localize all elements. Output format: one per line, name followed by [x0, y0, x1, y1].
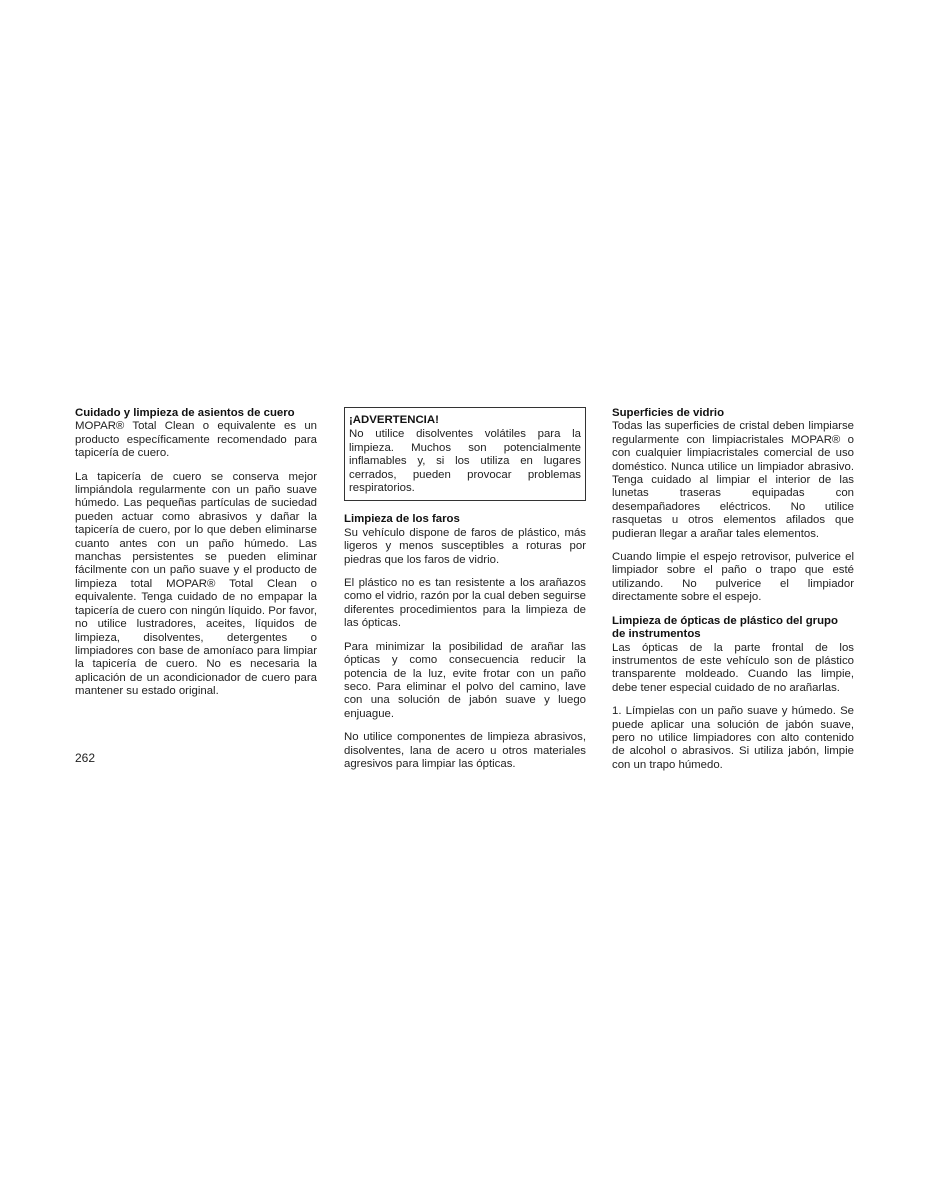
- section-heading-glass-surfaces: Superficies de vidrio: [612, 407, 725, 419]
- paragraph: Cuando limpie el espejo retrovisor, pulverice el limpiador sobre el paño o trapo que esté utilizando. No pulverice el limpiador directamente sobre el espejo.: [612, 551, 854, 604]
- section-heading-instrument-lenses: Limpieza de ópticas de plástico del grupo de instrumentos: [612, 614, 838, 641]
- paragraph: Su vehículo dispone de faros de plástico, más ligeros y menos susceptibles a roturas por piedras que los faros de vidrio.: [344, 526, 586, 566]
- warning-title: ¡ADVERTENCIA!: [349, 414, 439, 426]
- column-middle: [344, 407, 586, 781]
- paragraph: MOPAR® Total Clean o equivalente es un producto específicamente recomendado para tapicería de cuero.: [75, 420, 317, 460]
- page-number: 262: [75, 751, 96, 765]
- paragraph: El plástico no es tan resistente a los arañazos como el vidrio, razón por la cual deben seguirse diferentes procedimientos para la limpieza de las ópticas.: [344, 577, 586, 630]
- warning-box: [344, 407, 586, 501]
- section-heading-headlights: Limpieza de los faros: [344, 513, 460, 526]
- section-heading-leather-seats: Cuidado y limpieza de asientos de cuero: [75, 407, 295, 419]
- paragraph: No utilice componentes de limpieza abrasivos, disolventes, lana de acero u otros materiales agresivos para limpiar las ópticas.: [344, 731, 586, 770]
- column-right: [612, 407, 854, 782]
- paragraph: La tapicería de cuero se conserva mejor limpiándola regularmente con un paño suave húmedo. Las pequeñas partículas de suciedad pueden actuar como abrasivos y dañar la tapicería de cuero, por lo que deben eliminarse cuanto antes con un paño húmedo. Las manchas persistentes se pueden eliminar fácilmente con un paño suave y el producto de limpieza total MOPAR® Total Clean o equivalente. Tenga cuidado de no empapar la tapicería de cuero con ningún líquido. Por favor, no utilice lustradores, aceites, líquidos de limpieza, disolventes, detergentes o limpiadores con base de amoníaco para limpiar la tapicería de cuero. No es necesaria la aplicación de un acondicionador de cuero para mantener su estado original.: [75, 470, 317, 698]
- paragraph: Todas las superficies de cristal deben limpiarse regularmente con limpiacristales MOPAR® o con cualquier limpiacristales comercial de uso doméstico. Nunca utilice un limpiador abrasivo. Tenga cuidado al limpiar el interior de las lunetas traseras equipadas con desempañadores eléctricos. No utilice rasquetas u otros elementos afilados que pudieran llegar a arañar tales elementos.: [612, 420, 854, 540]
- paragraph: Las ópticas de la parte frontal de los instrumentos de este vehículo son de plástico transparente moldeado. Cuando las limpie, debe tener especial cuidado de no arañarlas.: [612, 641, 854, 694]
- paragraph: Para minimizar la posibilidad de arañar las ópticas y como consecuencia reducir la potencia de la luz, evite frotar con un paño seco. Para eliminar el polvo del camino, lave con una solución de jabón suave y luego enjuague.: [344, 640, 586, 720]
- warning-text: No utilice disolventes volátiles para la limpieza. Muchos son potencialmente inflamables y, si los utiliza en lugares cerrados, pueden provocar problemas respiratorios.: [349, 428, 581, 495]
- column-left: [75, 407, 317, 709]
- paragraph: 1. Límpielas con un paño suave y húmedo. Se puede aplicar una solución de jabón suave, pero no utilice limpiadores con alto contenido de alcohol o abrasivos. Si utiliza jabón, limpie con un trapo húmedo.: [612, 705, 854, 771]
